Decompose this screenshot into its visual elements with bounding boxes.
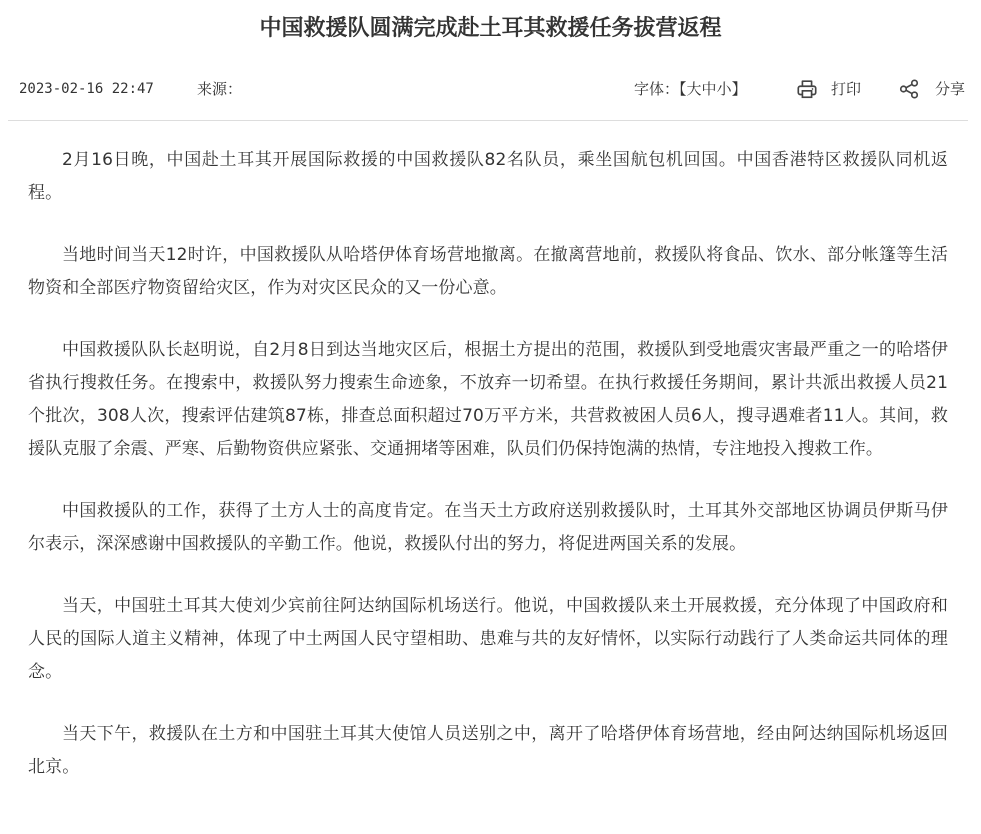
font-size-switcher [634,72,747,106]
meta-divider [8,120,968,121]
article-title: 中国救援队圆满完成赴土耳其救援任务拔营返程 [259,16,722,41]
share-button[interactable] [898,72,965,106]
source-label: 来源： [197,80,243,98]
share-icon [898,78,920,100]
share-label: 分享 [935,80,966,98]
printer-icon [796,78,818,100]
paragraph: 中国救援队队长赵明说，自2月8日到达当地灾区后，根据土方提出的范围，救援队到受地震灾害最严重之一的哈塔伊省执行搜救任务。在搜索中，救援队努力搜索生命迹象，不放弃一切希望。在执行救援任务期间，累计共派出救援人员21个批次，308人次，搜索评估建筑87栋，排查总面积超过70万平方米，共营救被困人员6人，搜寻遇难者11人。其间，救援队克服了余震、严寒、后勤物资供应紧张、交通拥堵等困难，队员们仍保持饱满的热情，专注地投入搜救工作。 [28,340,948,459]
article-body [28,144,948,813]
article-meta [8,72,968,106]
paragraph: 当天下午，救援队在土方和中国驻土耳其大使馆人员送别之中，离开了哈塔伊体育场营地，经由阿达纳国际机场返回北京。 [28,724,948,777]
print-label: 打印 [831,80,862,98]
source [197,72,244,106]
font-size-label: 字体： [634,80,680,98]
font-small-link[interactable]: 小 [716,80,732,98]
print-button[interactable] [796,72,861,106]
paragraph: 当地时间当天12时许，中国救援队从哈塔伊体育场营地撤离。在撤离营地前，救援队将食品、饮水、部分帐篷等生活物资和全部医疗物资留给灾区，作为对灾区民众的又一份心意。 [28,245,948,298]
paragraph: 2月16日晚，中国赴土耳其开展国际救援的中国救援队82名队员，乘坐国航包机回国。中国香港特区救援队同机返程。 [28,150,948,203]
font-medium-link[interactable]: 中 [701,80,717,98]
paragraph: 中国救援队的工作，获得了土方人士的高度肯定。在当天土方政府送别救援队时，土耳其外交部地区协调员伊斯马伊尔表示，深深感谢中国救援队的辛勤工作。他说，救援队付出的努力，将促进两国关系的发展。 [28,501,948,554]
font-bracket-open: 【 [679,80,687,98]
font-bracket-close: 】 [731,80,747,98]
paragraph: 当天，中国驻土耳其大使刘少宾前往阿达纳国际机场送行。他说，中国救援队来土开展救援，充分体现了中国政府和人民的国际人道主义精神，体现了中土两国人民守望相助、患难与共的友好情怀，以实际行动践行了人类命运共同体的理念。 [28,596,948,682]
publish-date: 2023-02-16 22:47 [19,81,154,97]
font-large-link[interactable]: 大 [686,80,702,98]
